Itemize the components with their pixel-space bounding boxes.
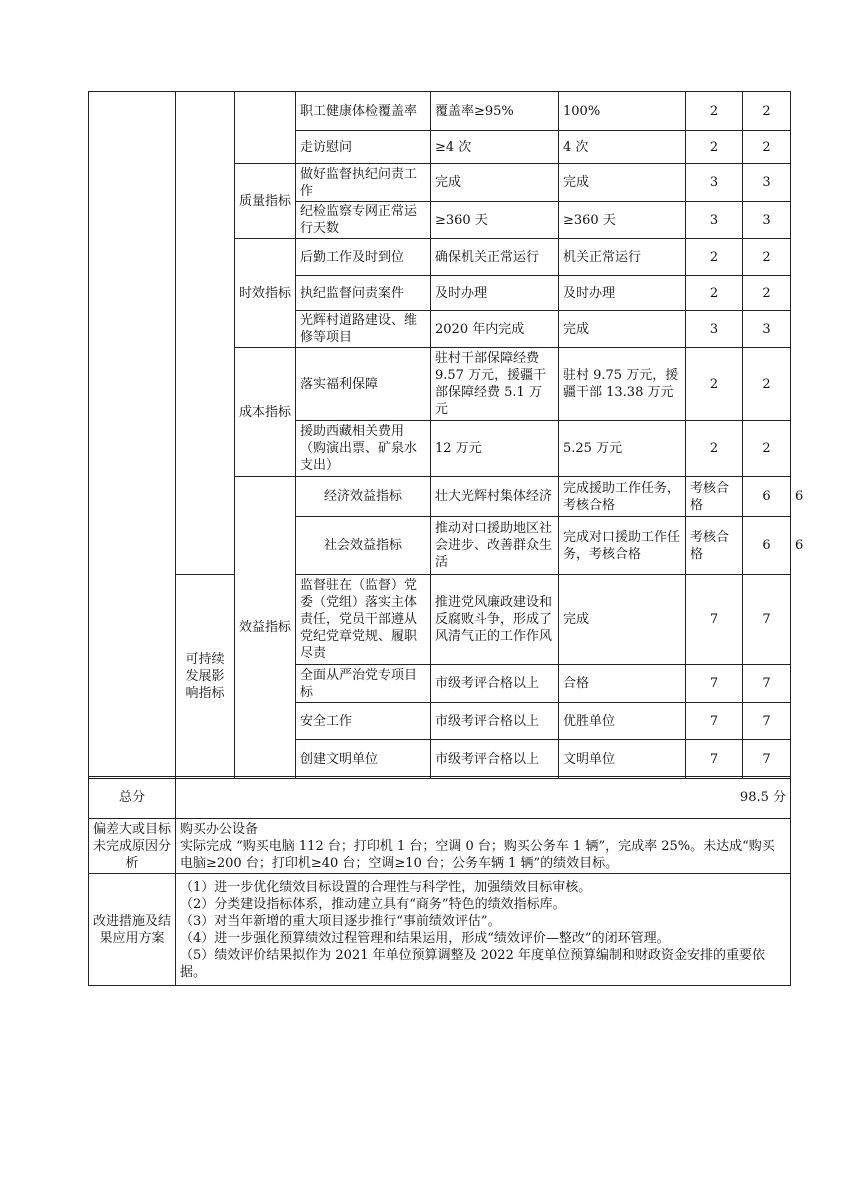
weight-cell: 2 xyxy=(686,421,743,477)
actual-cell: 优胜单位 xyxy=(559,703,686,740)
target-cell: ≥360 天 xyxy=(431,202,559,239)
score-cell: 7 xyxy=(743,703,791,740)
score-cell: 3 xyxy=(743,164,791,202)
score-cell: 7 xyxy=(743,575,791,665)
target-cell: 覆盖率≥95% xyxy=(431,92,559,131)
weight-cell: 2 xyxy=(686,239,743,276)
indicator-cell: 监督驻在（监督）党委（党组）落实主体责任，党员干部遵从党纪党章党规、履职尽责 xyxy=(296,575,431,665)
weight-cell: 7 xyxy=(686,740,743,779)
actual-cell: ≥360 天 xyxy=(559,202,686,239)
improvement-line: （5）绩效评价结果拟作为 2021 年单位预算调整及 2022 年度单位预算编制和财政资金安排的重要依据。 xyxy=(180,947,765,980)
total-value: 98.5 分 xyxy=(176,777,791,819)
target-cell: 推进党风廉政建设和反腐败斗争，形成了风清气正的工作作风 xyxy=(431,575,559,665)
indicator-cell: 全面从严治党专项目标 xyxy=(296,665,431,703)
subcat-timeliness: 时效指标 xyxy=(235,239,296,348)
score-cell: 7 xyxy=(743,740,791,779)
indicator-cell: 纪检监察专网正常运行天数 xyxy=(296,202,431,239)
actual-cell: 100% xyxy=(559,92,686,131)
indicator-cell: 走访慰问 xyxy=(296,131,431,164)
score-cell: 2 xyxy=(743,92,791,131)
indicator-cell: 壮大光辉村集体经济 xyxy=(431,477,559,517)
improvement-line: （4）进一步强化预算绩效过程管理和结果运用，形成“绩效评价—整改”的闭环管理。 xyxy=(180,930,670,946)
weight-cell: 2 xyxy=(686,131,743,164)
deviation-line: 购买办公设备 xyxy=(180,821,259,837)
target-cell: 及时办理 xyxy=(431,276,559,311)
actual-cell: 驻村 9.75 万元，援疆干部 13.38 万元 xyxy=(559,348,686,421)
score-cell: 2 xyxy=(743,239,791,276)
indicator-cell: 执纪监督问责案件 xyxy=(296,276,431,311)
level3-cell-blank xyxy=(235,92,296,164)
score-cell: 3 xyxy=(743,311,791,348)
target-cell: 市级考评合格以上 xyxy=(431,665,559,703)
indicator-cell: 援助西藏相关费用（购演出票、矿泉水支出） xyxy=(296,421,431,477)
weight-cell: 7 xyxy=(686,703,743,740)
indicator-cell: 推动对口援助地区社会进步、改善群众生活 xyxy=(431,517,559,575)
target-cell: 市级考评合格以上 xyxy=(431,703,559,740)
subcat-quality: 质量指标 xyxy=(235,164,296,239)
score-cell: 2 xyxy=(743,421,791,477)
target-cell: 12 万元 xyxy=(431,421,559,477)
actual-cell: 及时办理 xyxy=(559,276,686,311)
improvement-line: （3）对当年新增的重大项目逐步推行“事前绩效评估”。 xyxy=(180,913,501,929)
actual-cell: 完成 xyxy=(559,575,686,665)
indicator-cell: 职工健康体检覆盖率 xyxy=(296,92,431,131)
weight-cell: 3 xyxy=(686,311,743,348)
improvement-line: （1）进一步优化绩效目标设置的合理性与科学性，加强绩效目标审核。 xyxy=(180,879,592,895)
score-cell: 3 xyxy=(743,202,791,239)
score-cell: 2 xyxy=(743,348,791,421)
performance-table: 职工健康体检覆盖率 覆盖率≥95% 100% 2 2 走访慰问 ≥4 次 4 次 2 2 质量指标 做好监督执纪问责工作 完成 完成 3 3 纪检监察专网正常运行天数 ≥360 天 ≥360 天 3 3 时效指标 后勤工作及时到位 确保机关正常运行 机关正常运行 2 2 执纪监督问责案件 及时办理 及时办理 2 2 光辉村道路建设、维修等项目 2020 年内完成 完成 3 3 成本指标 落实福利保障 驻村干部保障经费 9.57 万元，援疆干部保障经费 5.1 万元 驻村 9.75 万元，援疆干部 13.38 万元 2 2 援助西藏相关费用（购演出票、矿泉水支出） 12 万元 5.25 万元 2 2 效益指标 经济效益指标 壮大光辉村集体经济 完成援助工作任务，考核合格 考核合格 6 6 社会效益指标 推动对口援助地区社会进步、改善群众生活 完成对口援助工作任务，考核合格 考核合格 6 6 可持续发展影响指标 监督驻在（监督）党委（党组）落实主体责任，党员干部遵从党纪党章党规、履职尽责 推进党风廉政建设和反腐败斗争，形成了风清气正的工作作风 完成 7 7 全面从严治党专项目标 市级考评合格以上 合格 7 7 安全工作 市级考评合格以上 优胜单位 7 7 创建文明单位 市级考评合格以上 文明单位 7 7 xyxy=(88,91,791,779)
actual-cell: 5.25 万元 xyxy=(559,421,686,477)
actual-cell: 考核合格 xyxy=(686,517,743,575)
category-benefit: 效益指标 xyxy=(235,477,296,779)
target-cell: 驻村干部保障经费 9.57 万元，援疆干部保障经费 5.1 万元 xyxy=(431,348,559,421)
subcat-cost: 成本指标 xyxy=(235,348,296,477)
target-cell: 完成援助工作任务，考核合格 xyxy=(559,477,686,517)
deviation-line: 实际完成 “购买电脑 112 台；打印机 1 台；空调 0 台；购买公务车 1 辆”，完成率 25%。未达成“购买电脑≥200 台；打印机≥40 台；空调≥10 台；公务车辆 1 辆”的绩效目标。 xyxy=(180,838,775,871)
improvement-plan xyxy=(176,874,791,986)
improvement-line: （2）分类建设指标体系，推动建立具有“商务”特色的绩效指标库。 xyxy=(180,896,566,912)
actual-cell: 完成 xyxy=(559,311,686,348)
weight-cell: 3 xyxy=(686,202,743,239)
weight-cell: 2 xyxy=(686,276,743,311)
actual-cell: 合格 xyxy=(559,665,686,703)
target-cell: 完成对口援助工作任务，考核合格 xyxy=(559,517,686,575)
indicator-cell: 安全工作 xyxy=(296,703,431,740)
indicator-cell: 光辉村道路建设、维修等项目 xyxy=(296,311,431,348)
indicator-cell: 做好监督执纪问责工作 xyxy=(296,164,431,202)
score-cell: 7 xyxy=(743,665,791,703)
indicator-cell: 后勤工作及时到位 xyxy=(296,239,431,276)
indicator-cell: 创建文明单位 xyxy=(296,740,431,779)
subcat-sustainable: 可持续发展影响指标 xyxy=(176,575,235,779)
weight-cell: 7 xyxy=(686,665,743,703)
target-cell: 市级考评合格以上 xyxy=(431,740,559,779)
score-cell: 2 xyxy=(743,276,791,311)
target-cell: ≥4 次 xyxy=(431,131,559,164)
actual-cell: 文明单位 xyxy=(559,740,686,779)
actual-cell: 完成 xyxy=(559,164,686,202)
target-cell: 2020 年内完成 xyxy=(431,311,559,348)
target-cell: 完成 xyxy=(431,164,559,202)
weight-cell: 2 xyxy=(686,348,743,421)
subcat-economic: 经济效益指标 xyxy=(296,477,431,517)
actual-cell: 4 次 xyxy=(559,131,686,164)
indicator-cell: 落实福利保障 xyxy=(296,348,431,421)
actual-cell: 考核合格 xyxy=(686,477,743,517)
actual-cell: 机关正常运行 xyxy=(559,239,686,276)
deviation-analysis xyxy=(176,819,791,874)
weight-cell: 2 xyxy=(686,92,743,131)
weight-cell: 6 xyxy=(743,517,791,575)
weight-cell: 6 xyxy=(743,477,791,517)
improvement-label: 改进措施及结果应用方案 xyxy=(89,874,176,986)
weight-cell: 7 xyxy=(686,575,743,665)
deviation-label: 偏差大或目标未完成原因分析 xyxy=(89,819,176,874)
score-cell: 2 xyxy=(743,131,791,164)
subcat-social: 社会效益指标 xyxy=(296,517,431,575)
target-cell: 确保机关正常运行 xyxy=(431,239,559,276)
level2-cell-blank xyxy=(176,92,235,575)
weight-cell: 3 xyxy=(686,164,743,202)
total-label: 总分 xyxy=(89,777,176,819)
level1-cell-blank xyxy=(89,92,176,779)
summary-table xyxy=(88,776,791,986)
